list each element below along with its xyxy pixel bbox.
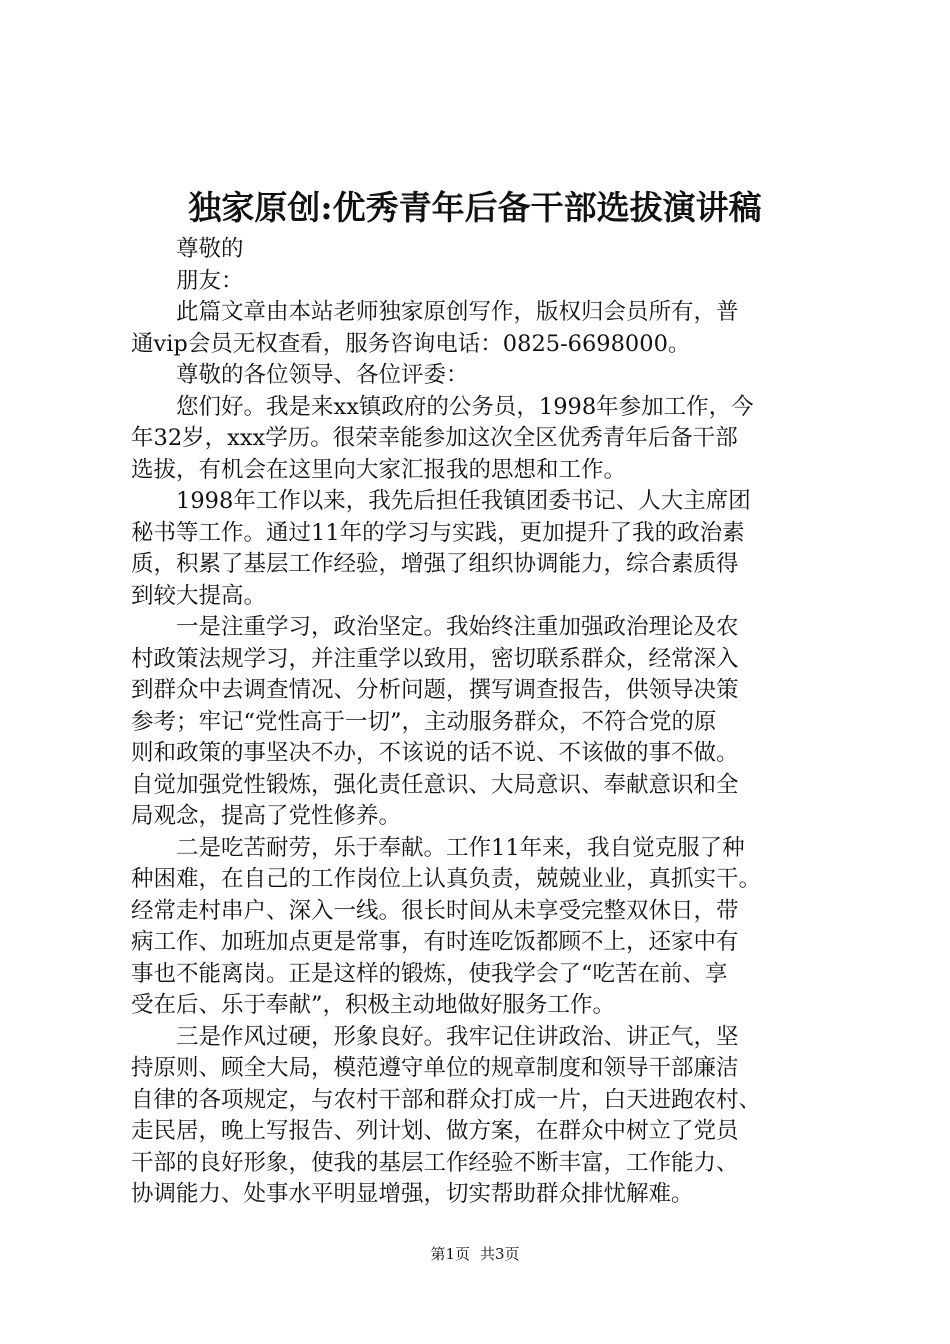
paragraph-point-three xyxy=(131,1022,831,1211)
text-line: 事也不能离岗。正是这样的锻炼，使我学会了“吃苦在前、享 xyxy=(131,960,728,987)
paragraph-work-history xyxy=(131,486,831,612)
text-line: 年32岁，xxx学历。很荣幸能参加这次全区优秀青年后备干部 xyxy=(131,425,738,451)
text-line: 三是作风过硬，形象良好。我牢记住讲政治、讲正气，坚 xyxy=(176,1023,739,1050)
paragraph-greeting xyxy=(131,360,831,392)
text-line: 您们好。我是来xx镇政府的公务员，1998年参加工作，今 xyxy=(176,393,754,420)
paragraph-point-two xyxy=(131,833,831,1022)
text-line: 到较大提高。 xyxy=(131,582,267,609)
text-line: 受在后、乐于奉献”，积极主动地做好服务工作。 xyxy=(131,992,616,1018)
text-line: 干部的良好形象，使我的基层工作经验不断丰富，工作能力、 xyxy=(131,1149,739,1176)
text-line: 经常走村串户、深入一线。很长时间从未享受完整双休日，带 xyxy=(131,897,739,924)
paragraph-copyright-notice xyxy=(131,297,831,360)
paragraph-introduction xyxy=(131,392,831,487)
text-line: 1998年工作以来，我先后担任我镇团委书记、人大主席团 xyxy=(176,488,751,514)
text-line: 尊敬的各位领导、各位评委： xyxy=(176,362,469,388)
paragraph-salutation-1 xyxy=(131,234,831,266)
text-line: 持原则、顾全大局，模范遵守单位的规章制度和领导干部廉洁 xyxy=(131,1055,739,1081)
text-line: 种困难，在自己的工作岗位上认真负责，兢兢业业，真抓实干。 xyxy=(131,866,762,892)
text-line: 村政策法规学习，并注重学以致用，密切联系群众，经常深入 xyxy=(131,645,739,672)
text-line: 则和政策的事坚决不办，不该说的话不说、不该做的事不做。 xyxy=(131,740,739,766)
text-line: 病工作、加班加点更是常事，有时连吃饭都顾不上，还家中有 xyxy=(131,929,739,955)
paragraph-salutation-2 xyxy=(131,266,831,298)
page-number-current: 第1页 xyxy=(430,1245,470,1263)
text-line: 协调能力、处事水平明显增强，切实帮助群众排忧解难。 xyxy=(131,1181,694,1207)
text-line: 自觉加强党性锻炼，强化责任意识、大局意识、奉献意识和全 xyxy=(131,771,739,798)
text-line: 尊敬的 xyxy=(176,236,244,262)
page-number-total: 共3页 xyxy=(480,1245,520,1263)
text-line: 参考；牢记“党性高于一切”，主动服务群众，不符合党的原 xyxy=(131,708,717,735)
text-line: 自律的各项规定，与农村干部和群众打成一片，白天进跑农村、 xyxy=(131,1086,762,1113)
text-line: 朋友： xyxy=(176,267,244,294)
document-title: 独家原创:优秀青年后备干部选拔演讲稿 xyxy=(188,188,762,227)
document-body xyxy=(131,234,831,1211)
text-line: 选拔，有机会在这里向大家汇报我的思想和工作。 xyxy=(131,456,627,483)
paragraph-point-one xyxy=(131,612,831,833)
text-line: 到群众中去调查情况、分析问题，撰写调查报告，供领导决策 xyxy=(131,677,739,703)
text-line: 秘书等工作。通过11年的学习与实践，更加提升了我的政治素 xyxy=(131,519,745,546)
page-footer xyxy=(0,1243,950,1265)
text-line: 走民居，晚上写报告、列计划、做方案，在群众中树立了党员 xyxy=(131,1118,739,1144)
text-line: 局观念，提高了党性修养。 xyxy=(131,803,402,829)
text-line: 此篇文章由本站老师独家原创写作，版权归会员所有，普 xyxy=(176,299,739,325)
text-line: 通vip会员无权查看，服务咨询电话：0825-6698000。 xyxy=(131,330,691,357)
text-line: 二是吃苦耐劳，乐于奉献。工作11年来，我自觉克服了种 xyxy=(176,834,745,861)
text-line: 一是注重学习，政治坚定。我始终注重加强政治理论及农 xyxy=(176,614,739,640)
text-line: 质，积累了基层工作经验，增强了组织协调能力，综合素质得 xyxy=(131,551,739,577)
